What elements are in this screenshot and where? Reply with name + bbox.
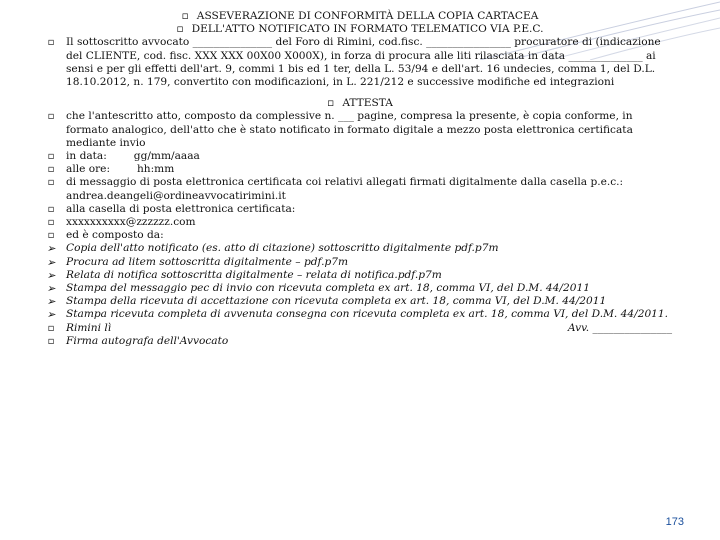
square-bullet-icon: ▫ [47,37,55,49]
square-bullet-icon: ▫ [47,230,55,242]
attachment-item: ➢ Copia dell'atto notificato (es. atto di citazione) sottoscritto digitalmente pdf.p7m [44,242,676,255]
list-item: ▫ in data: gg/mm/aaaa [44,150,676,163]
square-bullet-icon: ▫ [47,335,55,347]
arrow-bullet-icon: ➢ [46,268,56,282]
attachment-item: ➢ Procura ad litem sottoscritta digitalmente – pdf.p7m [44,256,676,269]
list-item: ▫ che l'antescritto atto, composto da complessive n. ___ pagine, compresa la presente, è copia conforme, in formato analogico, dell'atto che è stato notificato in formato digitale a mezzo posta elettronica certificata mediante invio [44,110,676,150]
square-bullet-icon: ▫ [47,177,55,189]
square-bullet-icon: ▫ [181,10,189,22]
list-item: ▫ xxxxxxxxxx@zzzzzz.com [44,216,676,229]
arrow-bullet-icon: ➢ [46,255,56,269]
arrow-bullet-icon: ➢ [46,242,56,256]
list-item: ▫ alle ore: hh:mm [44,163,676,176]
square-bullet-icon: ▫ [47,203,55,215]
footer-signature-line: ▫ Firma autografa dell'Avvocato [44,335,676,348]
attesta-heading: ▫ ATTESTA [327,97,393,110]
intro-paragraph: ▫ Il sottoscritto avvocato _______________ del Foro di Rimini, cod.fisc. ________________ procuratore di (indicazione del CLIENTE, cod. fisc. XXX XXX 00X00 X000X), in forza di procura alle liti rilasciata in data ______________ ai sensi e per gli effetti dell'art. 9, commi 1 bis ed 1 ter, della L. 53/94 e dell'art. 16 undecies, comma 1, del D.L. 18.10.2012, n. 179, convertito con modificazioni, in L. 221/212 e successive modifiche ed integrazioni [44,36,676,89]
page-number: 173 [665,516,684,528]
attachment-item: ➢ Stampa del messaggio pec di invio con ricevuta completa ex art. 18, comma VI, del D.M. 44/2011 [44,282,676,295]
title-line-1: ▫ ASSEVERAZIONE DI CONFORMITÀ DELLA COPIA CARTACEA [181,10,539,22]
square-bullet-icon: ▫ [176,23,184,36]
square-bullet-icon: ▫ [47,322,55,334]
square-bullet-icon: ▫ [47,217,55,229]
arrow-bullet-icon: ➢ [46,282,56,296]
document-body [44,10,676,348]
title-line-2: ▫ DELL'ATTO NOTIFICATO IN FORMATO TELEMATICO VIA P.E.C. [176,23,544,36]
arrow-bullet-icon: ➢ [46,308,56,322]
footer-place-line: ▫ Rimini lì Avv. _______________ [44,322,676,335]
attachment-item: ➢ Stampa della ricevuta di accettazione con ricevuta completa ex art. 18, comma VI, del D.M. 44/2011 [44,295,676,308]
square-bullet-icon: ▫ [327,97,335,110]
square-bullet-icon: ▫ [47,111,55,123]
arrow-bullet-icon: ➢ [46,295,56,309]
list-item: ▫ ed è composto da: [44,229,676,242]
attachment-item: ➢ Stampa ricevuta completa di avvenuta consegna con ricevuta completa ex art. 18, comma VI, del D.M. 44/2011. [44,308,676,321]
avv-signature-line: Avv. _______________ [567,321,672,334]
list-item: ▫ di messaggio di posta elettronica certificata coi relativi allegati firmati digitalmente dalla casella p.e.c.: andrea.deangeli@ordineavvocatirimini.it [44,176,676,202]
square-bullet-icon: ▫ [47,151,55,163]
square-bullet-icon: ▫ [47,164,55,176]
attachment-item: ➢ Relata di notifica sottoscritta digitalmente – relata di notifica.pdf.p7m [44,269,676,282]
list-item: ▫ alla casella di posta elettronica certificata: [44,203,676,216]
